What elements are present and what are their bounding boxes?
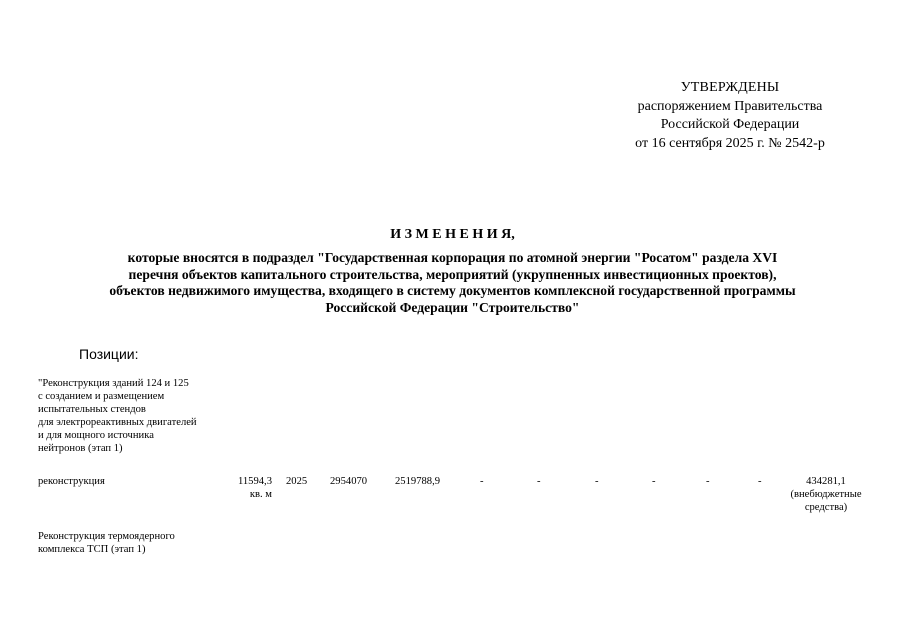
table-row bbox=[0, 475, 905, 535]
project-name-line: комплекса ТСП (этап 1) bbox=[38, 544, 146, 555]
capacity-value: 11594,3 bbox=[237, 476, 272, 487]
project-name-line: испытательных стендов bbox=[38, 404, 146, 415]
project-name-line: нейтронов (этап 1) bbox=[38, 443, 123, 454]
extrabudgetary-note-line: (внебюджетные bbox=[790, 489, 862, 500]
extrabudgetary-note-line: средства) bbox=[804, 502, 848, 513]
approval-line-3: от 16 сентября 2025 г. № 2542-р bbox=[635, 135, 825, 151]
project-name-line: Реконструкция термоядерного bbox=[38, 531, 175, 542]
capacity-unit: кв. м bbox=[249, 489, 272, 500]
project-name-line: "Реконструкция зданий 124 и 125 bbox=[38, 378, 189, 389]
project-1-name bbox=[38, 377, 238, 455]
project-name-line: для электрореактивных двигателей bbox=[38, 417, 197, 428]
approval-line-2: Российской Федерации bbox=[660, 117, 800, 132]
cell-estimated-cost: 2954070 bbox=[330, 476, 368, 487]
subtitle-line: перечня объектов капитального строительства, мероприятий (укрупненных инвестиционных проектов), bbox=[128, 266, 777, 282]
cell-capacity bbox=[226, 475, 272, 501]
document-subtitle bbox=[0, 250, 905, 316]
project-2-name bbox=[38, 530, 238, 556]
cell-year: 2025 bbox=[286, 476, 308, 487]
extrabudgetary-amount: 434281,1 bbox=[806, 476, 846, 487]
approval-block bbox=[560, 79, 900, 153]
cell-extrabudgetary bbox=[780, 475, 872, 514]
subtitle-line: которые вносятся в подраздел "Государственная корпорация по атомной энергии "Росатом" раздела XVI bbox=[127, 250, 778, 265]
subtitle-line: объектов недвижимого имущества, входящего в систему документов комплексной государственной программы bbox=[109, 283, 796, 298]
cell-dash: - bbox=[706, 476, 710, 487]
positions-label: Позиции: bbox=[79, 346, 139, 362]
subtitle-line: Российской Федерации "Строительство" bbox=[325, 299, 580, 315]
document-title: И З М Е Н Е Н И Я, bbox=[390, 227, 515, 242]
approval-line-1: распоряжением Правительства bbox=[637, 98, 823, 114]
cell-dash: - bbox=[480, 476, 484, 487]
cell-dash: - bbox=[758, 476, 762, 487]
cell-dash: - bbox=[595, 476, 599, 487]
project-name-line: и для мощного источника bbox=[38, 430, 154, 441]
cell-work-type: реконструкция bbox=[38, 476, 105, 487]
cell-dash: - bbox=[652, 476, 656, 487]
project-name-line: с созданием и размещением bbox=[38, 391, 165, 402]
approval-heading: УТВЕРЖДЕНЫ bbox=[680, 80, 780, 95]
cell-dash: - bbox=[537, 476, 541, 487]
cell-total-funding: 2519788,9 bbox=[395, 476, 441, 487]
